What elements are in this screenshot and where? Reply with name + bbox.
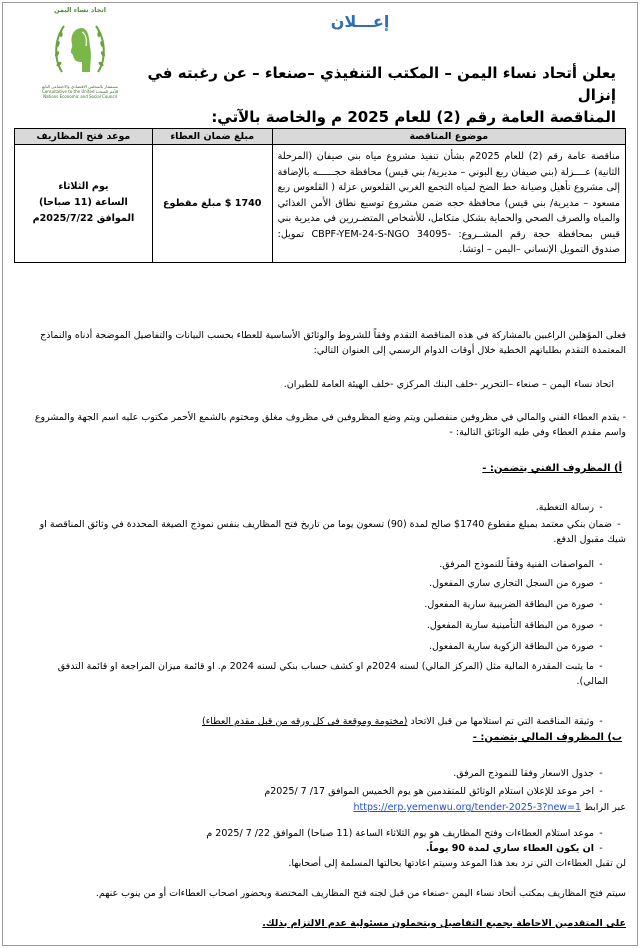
headline	[116, 62, 616, 128]
list-item: -موعد استلام العطاءات وفتح المظاريف هو يوم الثلاثاء الساعة (11 صباحا) الموافق 22/ 7 /2025 م	[206, 828, 603, 839]
announcement-title: إعـــلان	[330, 12, 390, 31]
tender-table	[14, 128, 626, 263]
guarantee-amount-cell: 1740 $ مبلغ مقطوع	[152, 145, 272, 263]
logo-subtitle: مستشار بالمجلس الاقتصادي والاجتماعي التابع للأمم المتحدة Consultative to the United Nations Economic and Social Council	[41, 84, 119, 99]
opening-date: الموافق 2025/7/22م	[32, 213, 135, 225]
wreath-profile-icon	[52, 16, 108, 80]
intro-paragraph: فعلى المؤهلين الراغبين بالمشاركة في هذه المناقصة التقدم وفقاً للشروط والوثائق الأساسية للعطاء بحسب البيانات والتفاصيل الموضحة أدناه والنماذج المعتمدة التقدم بطلباتهم الخطية خلال أوقات الدوام الرسمي إلى العنوان التالي:	[40, 330, 626, 356]
header-guarantee: مبلغ ضمان العطاء	[152, 129, 272, 145]
opening-time: الساعة (11 صباحا)	[39, 197, 128, 209]
closing-note: على المتقدمين الاحاطة بجميع التفاصيل ويتحملون مسئولية عدم الالتزام بذلك.	[262, 918, 626, 929]
submission-paragraph: - يقدم العطاء الفني والمالي في مظروفين منفصلين ويتم وضع المظروفين في مظروف مغلق ومختوم بالشمع الأحمر مكتوب عليه اسم الجهة والمشروع واسم مقدم العطاء وفي طيه الوثائق التالية: -	[34, 412, 626, 438]
logo-title: اتحاد نساء اليمن	[53, 6, 106, 14]
technical-envelope-title: أ) المظروف الفني يتضمن: -	[482, 463, 622, 474]
tender-subject-cell: مناقصة عامة رقم (2) للعام 2025م بشأن تنفيذ مشروع مياه بني صيفان (المرحلة الثانية) عــــزلة (بني صيفان ربع البوني – مديرية/ بني قيس) محافظة حجــــــه بالإضافة إلى مشروع تأهيل وصيانة خط الضخ لمياه التجمع الغربي القلعوس عزلة ( القلعوس ربع مسعود – مديرية/ بني قيس) محافظة حجه ضمن مشروع توسيع نطاق الأمن الغذائي والمياه والصرف الصحي والحماية بشكل متكامل، للأشخاص المتضـررين في مديرية بني قيس بمحافظة حجة رقم المشــروع: -CBPF-YEM-24-S-NGO 34095 تمويل: صندوق التمويل الإنساني –اليمن – اوتشا.	[272, 145, 625, 263]
financial-envelope-title: ب) المظروف المالي يتضمن: -	[472, 732, 622, 743]
list-item: -جدول الاسعار وفقا للنموذج المرفق.	[453, 768, 603, 779]
opening-date-cell	[15, 145, 153, 263]
list-item: -صورة من السجل التجاري ساري المفعول.	[429, 578, 603, 589]
list-item: -صورة من البطاقة الضريبية سارية المفعول.	[424, 599, 603, 610]
list-item: -رسالة التغطية.	[535, 502, 603, 513]
tender-document-note: (مختومة وموقعة في كل ورقه من قبل مقدم العطاء)	[202, 716, 408, 727]
list-item: -ضمان بنكي معتمد بمبلغ مقطوع 1740$ صالح لمدة (90) تسعون يوما من تاريخ فتح المظاريف بنفس نموذج الصيغة المحددة في وثائق المناقصة او شيك مقبول الدفع.	[39, 519, 626, 545]
header-opening: موعد فتح المظاريف	[15, 129, 153, 145]
late-bids-note: لن تقبل العطاءات التي ترد بعد هذا الموعد وسيتم اعادتها بحالتها المسلمة إلى أصحابها.	[288, 858, 626, 869]
list-item: -اخر موعد للإعلان استلام الوثائق للمتقدمين هو يوم الخميس الموافق 17/ 7 /2025م	[264, 786, 603, 797]
tender-document-item: -وثيقة المناقصة التي تم استلامها من قبل الاتحاد (مختومة وموقعة في كل ورقه من قبل مقدم العطاء)	[202, 716, 603, 727]
closing-paragraph: سيتم فتح المظاريف بمكتب أتحاد نساء اليمن -صنعاء من قبل لجنه فتح المظاريف المختصة وبحضور اصحاب العطاءات أو من ينوب عنهم.	[95, 888, 626, 899]
tender-link[interactable]: https://erp.yemenwu.org/tender-2025-3?new=1	[353, 802, 582, 813]
header-subject: موضوع المناقصة	[272, 129, 625, 145]
organization-logo	[40, 6, 120, 98]
list-item: -صورة من البطاقة الزكوية سارية المفعول.	[428, 641, 603, 652]
link-prefix: عبر الرابط	[584, 802, 626, 813]
list-item: -ما يثبت المقدرة المالية مثل (المركز المالي) لسنه 2024م او كشف حساب بنكي لسنه 2024 م. او قائمة ميزان المراجعة او قائمة التدفق المالي).	[57, 661, 608, 687]
table-header-row	[15, 129, 626, 145]
list-item: -صورة من البطاقة التأمينية سارية المفعول.	[426, 620, 603, 631]
opening-day: يوم الثلاثاء	[58, 181, 109, 193]
list-item: -المواصفات الفنية وفقاً للنموذج المرفق.	[439, 559, 603, 570]
link-line	[20, 800, 626, 815]
headline-line-1: يعلن أتحاد نساء اليمن – المكتب التنفيذي –صنعاء – عن رغبته في إنزال	[147, 64, 616, 104]
address-text: اتحاد نساء اليمن – صنعاء –التحرير -خلف البنك المركزي -خلف الهيئة العامة للطيران.	[283, 379, 614, 390]
headline-line-2: المناقصة العامة رقم (2) للعام 2025 م والخاصة بالآتي:	[211, 108, 616, 126]
list-item: -ان يكون العطاء ساري لمدة 90 يوماً.	[425, 843, 603, 854]
table-row	[15, 145, 626, 263]
